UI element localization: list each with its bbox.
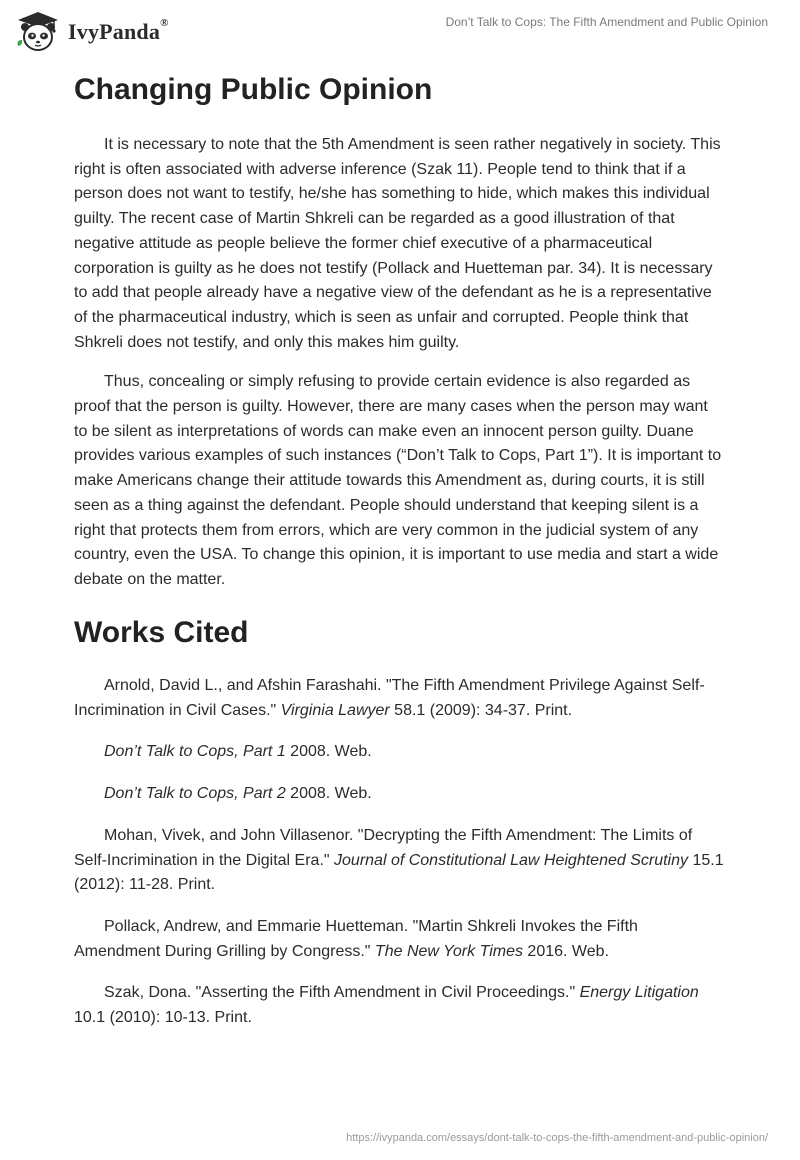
citation-source: Don’t Talk to Cops, Part 2 <box>104 785 286 803</box>
page-header <box>0 0 800 60</box>
section-body <box>74 133 724 608</box>
citation-source: Don’t Talk to Cops, Part 1 <box>104 743 286 761</box>
citation-source: The New York Times <box>374 942 523 960</box>
logo-name: IvyPanda <box>68 19 161 44</box>
citation-details: 10.1 (2010): 10-13. Print. <box>74 1009 252 1027</box>
running-title: Don’t Talk to Cops: The Fifth Amendment and Public Opinion <box>445 15 768 29</box>
body-paragraph: It is necessary to note that the 5th Amendment is seen rather negatively in society. This right is often associated with adverse inference (Szak 11). People tend to think that if a person does not want to testify, he/she has something to hide, which makes this individual guilty. The recent case of Martin Shkreli can be regarded as a good illustration of that negative attitude as people believe the former chief executive of a pharmaceutical corporation is guilty as he does not testify (Pollack and Huetteman par. 34). It is necessary to add that people already have a negative view of the defendant as he is a representative of the pharmaceutical industry, which is seen as unfair and corrupted. People think that Shkreli does not testify, and only this makes him guilty. <box>74 136 721 351</box>
source-url-link[interactable]: https://ivypanda.com/essays/dont-talk-to-cops-the-fifth-amendment-and-public-opinion/ <box>346 1132 768 1144</box>
citation-item <box>74 782 724 807</box>
citation-text: Szak, Dona. "Asserting the Fifth Amendment in Civil Proceedings." <box>104 984 580 1002</box>
citation-details: 2008. Web. <box>285 785 372 803</box>
logo-text <box>68 19 169 45</box>
citation-item <box>74 674 724 723</box>
citation-source: Virginia Lawyer <box>280 701 390 719</box>
citation-item <box>74 915 724 964</box>
citation-text: Mohan, Vivek, and John Villasenor. "Decrypting the Fifth Amendment: The Limits of Self-Incrimination in the Digital Era." <box>74 826 693 869</box>
citation-text: Arnold, David L., and Afshin Farashahi. "The Fifth Amendment Privilege Against Self-Incrimination in Civil Cases." <box>74 677 705 719</box>
citation-item <box>74 981 724 1030</box>
logo-registered-mark: ® <box>160 17 169 29</box>
ivypanda-logo[interactable] <box>14 10 169 54</box>
citation-source: Journal of Constitutional Law Heightened Scrutiny <box>334 851 688 869</box>
section-title-works-cited: Works Cited <box>74 616 249 649</box>
panda-graduate-icon <box>14 10 62 54</box>
citation-text: Pollack, Andrew, and Emmarie Huetteman. "Martin Shkreli Invokes the Fifth Amendment During Grilling by Congress." <box>74 917 638 960</box>
citation-item <box>74 740 724 765</box>
citation-details: 2016. Web. <box>522 942 609 960</box>
citation-source: Energy Litigation <box>579 984 699 1002</box>
body-paragraph: Thus, concealing or simply refusing to provide certain evidence is also regarded as proof that the person is guilty. However, there are many cases when the person may want to be silent as interpretations of words can make even an innocent person guilty. Duane provides various examples of such instances (“Don’t Talk to Cops, Part 1”). It is important to make Americans change their attitude towards this Amendment as, during courts, it is still seen as a thing against the defendant. People should understand that keeping silent is a right that protects them from errors, which are very common in the judicial system of any country, even the USA. To change this opinion, it is important to use media and start a wide debate on the matter. <box>74 373 722 588</box>
citation-details: 2008. Web. <box>285 743 372 761</box>
works-cited-list <box>74 674 724 1048</box>
citation-item <box>74 824 724 898</box>
citation-details: 15.1 (2012): 11-28. Print. <box>74 851 724 894</box>
citation-details: 58.1 (2009): 34-37. Print. <box>389 701 573 719</box>
section-title-changing-public-opinion: Changing Public Opinion <box>74 73 433 106</box>
